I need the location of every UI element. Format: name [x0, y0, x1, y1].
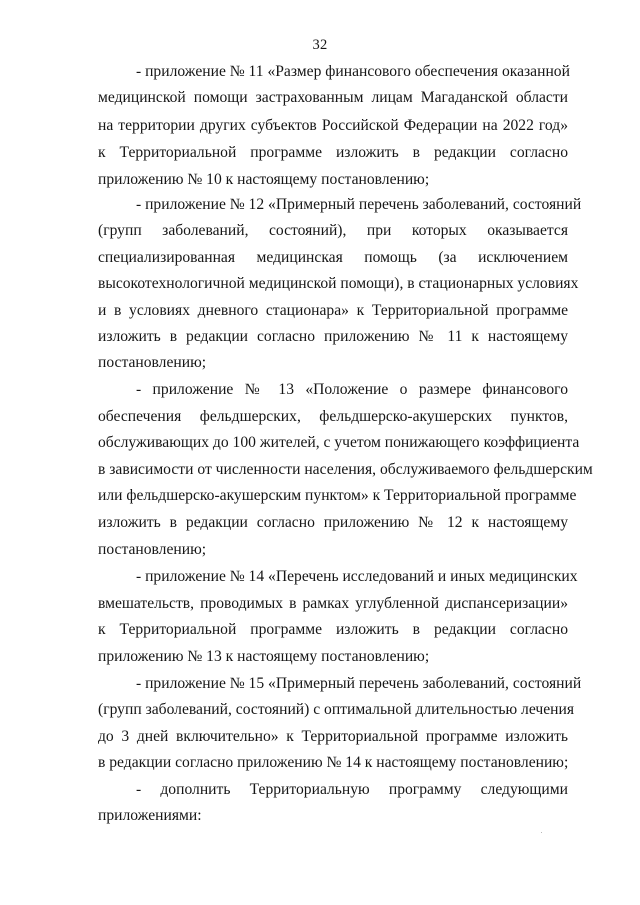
text-line: до 3 дней включительно» к Территориальной программе изложить: [98, 728, 568, 745]
text-line: - приложение № 12 «Примерный перечень заболеваний, состояний: [136, 196, 582, 213]
text-line: (групп заболеваний, состояний), при которых оказывается: [98, 222, 568, 239]
text-line: приложению № 10 к настоящему постановлению;: [98, 171, 430, 188]
text-line: - приложение № 13 «Положение о размере финансового: [136, 381, 568, 398]
text-line: специализированная медицинская помощь (за исключением: [98, 249, 568, 266]
text-line: приложениями:: [98, 807, 202, 824]
text-line: постановлению;: [98, 541, 207, 558]
text-line: на территории других субъектов Российской Федерации на 2022 год»: [98, 117, 568, 134]
text-line: и в условиях дневного стационара» к Территориальной программе: [98, 302, 568, 319]
text-line: обслуживающих до 100 жителей, с учетом понижающего коэффициента: [98, 434, 580, 451]
text-line: обеспечения фельдшерских, фельдшерско-акушерских пунктов,: [98, 408, 568, 425]
text-line: в зависимости от численности населения, обслуживаемого фельдшерским: [98, 461, 593, 478]
text-line: постановлению;: [98, 354, 207, 371]
text-line: или фельдшерско-акушерским пунктом» к Территориальной программе: [98, 487, 577, 504]
text-line: в редакции согласно приложению № 14 к настоящему постановлению;: [98, 754, 569, 771]
text-line: к Территориальной программе изложить в редакции согласно: [98, 621, 568, 638]
text-line: медицинской помощи застрахованным лицам Магаданской области: [98, 89, 568, 106]
page-number: 32: [312, 37, 328, 53]
text-line: вмешательств, проводимых в рамках углубленной диспансеризации»: [98, 595, 568, 612]
text-line: - приложение № 14 «Перечень исследований и иных медицинских: [136, 568, 578, 585]
text-line: - приложение № 15 «Примерный перечень заболеваний, состояний: [136, 675, 582, 692]
scan-speck: [541, 832, 542, 833]
text-line: к Территориальной программе изложить в редакции согласно: [98, 144, 568, 161]
text-line: приложению № 13 к настоящему постановлению;: [98, 648, 430, 665]
text-line: изложить в редакции согласно приложению № 12 к настоящему: [98, 514, 568, 531]
text-line: высокотехнологичной медицинской помощи), в стационарных условиях: [98, 275, 579, 292]
text-line: (групп заболеваний, состояний) с оптимальной длительностью лечения: [98, 701, 574, 718]
text-line: - дополнить Территориальную программу следующими: [136, 781, 568, 798]
text-line: - приложение № 11 «Размер финансового обеспечения оказанной: [136, 63, 570, 80]
text-line: изложить в редакции согласно приложению № 11 к настоящему: [98, 328, 568, 345]
